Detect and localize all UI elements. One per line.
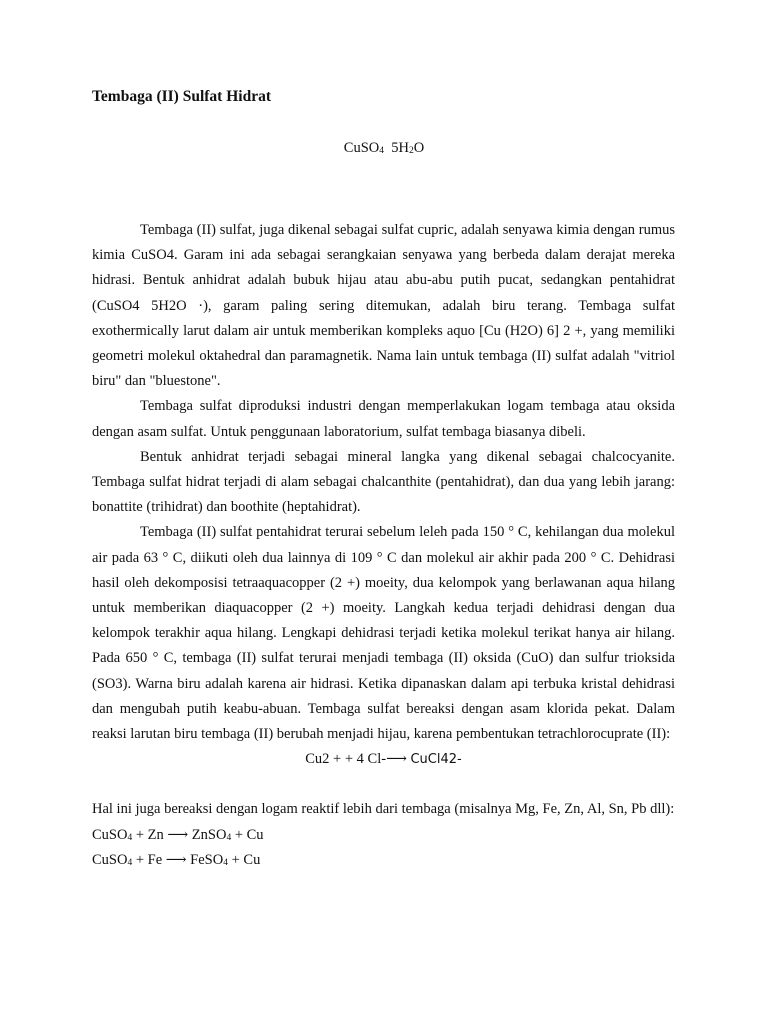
equation-subscript: 4 [127, 832, 133, 843]
hydrate-formula [0, 140, 768, 157]
paragraph: Bentuk anhidrat terjadi sebagai mineral langka yang dikenal sebagai chalcocyanite. Tembaga sulfat hidrat terjadi di alam sebagai chalcanthite (pentahidrat), dan dua yang lebih jarang: bonattite (trihidrat) dan boothite (heptahidrat). [92, 448, 675, 516]
document-title: Tembaga (II) Sulfat Hidrat [92, 88, 271, 105]
equation-part: + Fe ⟶ FeSO [132, 851, 224, 868]
equation-part: + Cu [231, 826, 264, 843]
equation-subscript: 4 [226, 832, 232, 843]
tetrachlorocuprate-equation [92, 747, 675, 772]
equation-subscript: 4 [223, 857, 228, 868]
iron-reaction-equation [92, 848, 675, 873]
equation-left: Cu2 + + 4 Cl-⟶ [305, 751, 411, 768]
equation-part: + Cu [227, 851, 261, 868]
formula-part: 5H [384, 140, 409, 156]
document-body [92, 218, 675, 873]
formula-part: O [413, 140, 425, 156]
reactive-metals-text: Hal ini juga bereaksi dengan logam reaktif lebih dari tembaga (misalnya Mg, Fe, Zn, Al, Sn, Pb dll): [92, 801, 675, 818]
paragraph: Tembaga (II) sulfat, juga dikenal sebagai sulfat cupric, adalah senyawa kimia dengan rumus kimia CuSO4. Garam ini ada sebagai serangkaian senyawa yang berbeda dalam derajat mereka hidrasi. Bentuk anhidrat adalah bubuk hijau atau abu-abu putih pucat, sedangkan pentahidrat (CuSO4 5H2O ·), garam paling sering ditemukan, adalah biru terang. Tembaga sulfat exothermically larut dalam air untuk memberikan kompleks aquo [Cu (H2O) 6] 2 +, yang memiliki geometri molekul oktahedral dan paramagnetik. Nama lain untuk tembaga (II) sulfat adalah "vitriol biru" dan "bluestone". [92, 222, 675, 390]
formula-subscript: 4 [379, 146, 384, 156]
equation-subscript: 4 [127, 857, 133, 868]
equation-part: + Zn ⟶ ZnSO [132, 826, 227, 843]
formula-subscript: 2 [408, 146, 414, 156]
paragraph: Tembaga sulfat diproduksi industri dengan memperlakukan logam tembaga atau oksida dengan asam sulfat. Untuk penggunaan laboratorium, sulfat tembaga biasanya dibeli. [92, 398, 675, 440]
formula-part: CuSO [343, 140, 380, 156]
equation-part: CuSO [92, 826, 128, 843]
blank-line [92, 772, 675, 797]
paragraph: Tembaga (II) sulfat pentahidrat terurai sebelum leleh pada 150 ° C, kehilangan dua molekul air pada 63 ° C, diikuti oleh dua lainnya di 109 ° C dan molekul air akhir pada 200 ° C. Dehidrasi hasil oleh dekomposisi tetraaquacopper (2 +) moeity, dua kelompok yang berlawanan aqua hilang untuk memberikan diaquacopper (2 +) moeity. Langkah kedua terjadi dehidrasi dengan dua kelompok terakhir aqua hilang. Lengkapi dehidrasi terjadi ketika molekul terikat hanya air hilang. Pada 650 ° C, tembaga (II) sulfat terurai menjadi tembaga (II) oksida (CuO) dan sulfur trioksida (SO3). Warna biru adalah karena air hidrasi. Ketika dipanaskan dalam api terbuka kristal dehidrasi dan mengubah putih keabu-abuan. Tembaga sulfat bereaksi dengan asam klorida pekat. Dalam reaksi larutan biru tembaga (II) berubah menjadi hijau, karena pembentukan tetrachlorocuprate (II): [92, 524, 675, 743]
equation-right: CuCl42- [410, 752, 462, 768]
zinc-reaction-equation [92, 823, 675, 848]
equation-part: CuSO [92, 851, 128, 868]
